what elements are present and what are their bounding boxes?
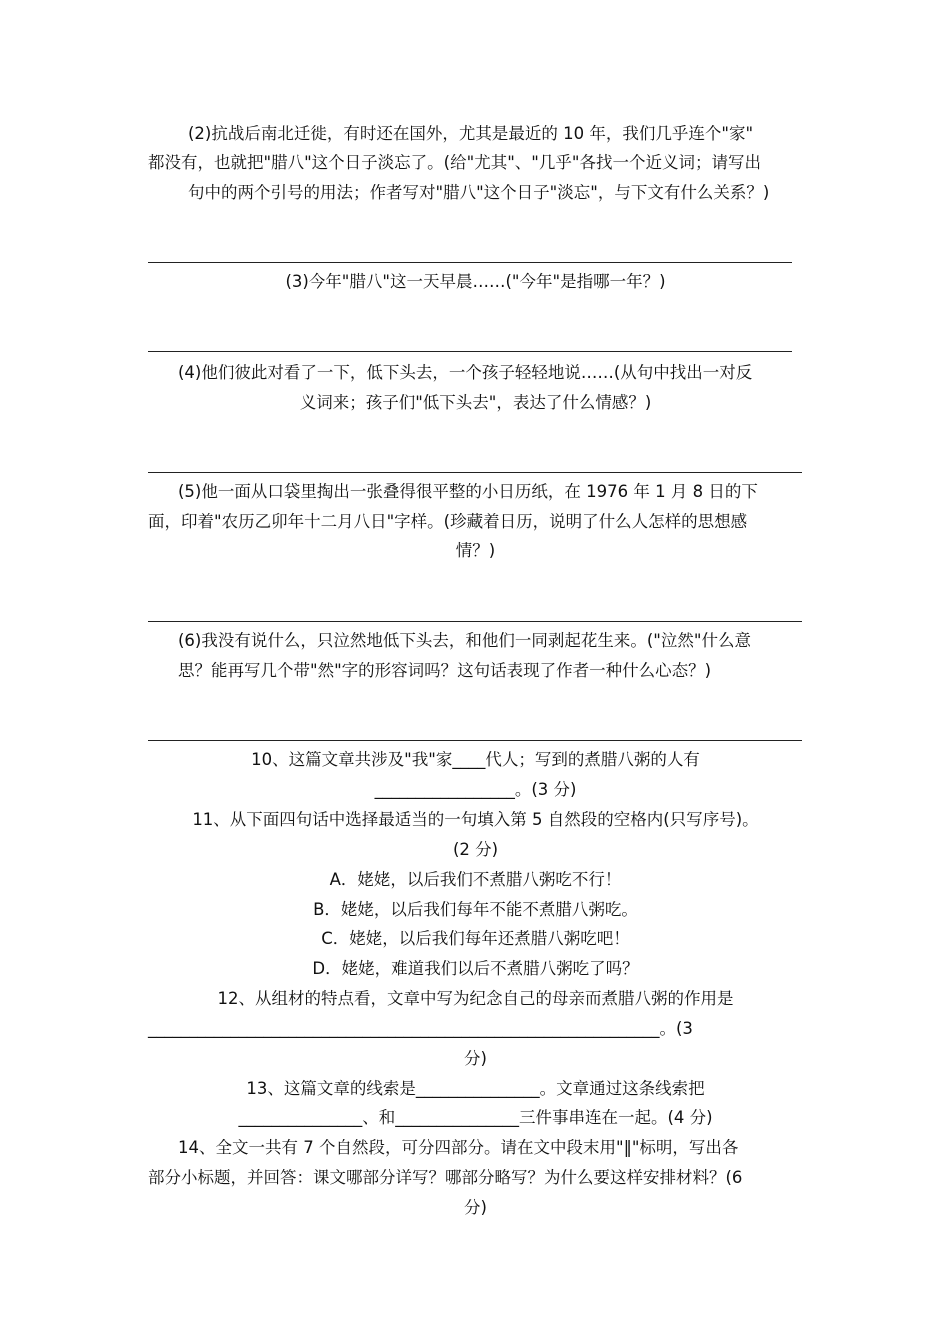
q5-line-1: (5)他一面从口袋里掏出一张叠得很平整的小日历纸，在 1976 年 1 月 8 日的下 [178,482,758,501]
q6-line-1: (6)我没有说什么，只泣然地低下头去，和他们一同剥起花生来。("泣然"什么意 [178,631,751,650]
answer-line-q5[interactable] [148,621,802,622]
q11-option-d: D．姥姥，难道我们以后不煮腊八粥吃了吗？ [312,959,639,978]
q10-line-1: 10、这篇文章共涉及"我"家____代人；写到的煮腊八粥的人有 [251,750,700,769]
q5-line-2: 面，印着"农历乙卯年十二月八日"字样。(珍藏着日历，说明了什么人怎样的思想感 [148,512,748,531]
q2-line-2: 都没有，也就把"腊八"这个日子淡忘了。(给"尤其"、"几乎"各找一个近义词；请写出 [148,153,761,172]
q12-line-3: 分) [464,1049,487,1068]
answer-line-q6[interactable] [148,740,802,741]
q6-line-2: 思？能再写几个带"然"字的形容词吗？这句话表现了作者一种什么心态？) [178,661,712,680]
q3-line-1: (3)今年"腊八"这一天早晨……("今年"是指哪一年？) [285,272,666,291]
q14-line-2: 部分小标题，并回答：课文哪部分详写？哪部分略写？为什么要这样安排材料？(6 [148,1168,743,1187]
q4-line-1: (4)他们彼此对看了一下，低下头去，一个孩子轻轻地说……(从句中找出一对反 [178,363,753,382]
q11-option-c: C．姥姥，以后我们每年还煮腊八粥吃吧！ [321,929,630,948]
q5-line-3: 情？) [455,541,496,560]
answer-line-q3[interactable] [148,351,792,352]
q14-line-3: 分) [464,1198,487,1217]
q12-line-2: ______________________________________________________________。(3 [148,1019,693,1038]
answer-line-q2[interactable] [148,262,792,263]
q11-option-b: B．姥姥，以后我们每年不能不煮腊八粥吃。 [313,900,638,919]
q2-line-1: (2)抗战后南北迁徙，有时还在国外，尤其是最近的 10 年，我们几乎连个"家" [188,124,754,143]
q2-line-3: 句中的两个引号的用法；作者写对"腊八"这个日子"淡忘"，与下文有什么关系？) [188,183,770,202]
q11-option-a: A．姥姥，以后我们不煮腊八粥吃不行！ [329,870,622,889]
q11-line-1: 11、从下面四句话中选择最适当的一句填入第 5 自然段的空格内(只写序号)。 [192,810,759,829]
q10-line-2: _________________。(3 分) [374,780,577,799]
q13-line-1: 13、这篇文章的线索是_______________。文章通过这条线索把 [246,1079,705,1098]
q4-line-2: 义词来；孩子们"低下头去"，表达了什么情感？) [299,393,652,412]
q13-line-2: _______________、和_______________三件事串连在一起。(4 分) [238,1108,713,1127]
q11-line-2: (2 分) [452,840,499,859]
q12-line-1: 12、从组材的特点看，文章中写为纪念自己的母亲而煮腊八粥的作用是 [217,989,734,1008]
answer-line-q4[interactable] [148,472,802,473]
q14-line-1: 14、全文一共有 7 个自然段，可分四部分。请在文中段末用"‖"标明，写出各 [178,1138,739,1157]
